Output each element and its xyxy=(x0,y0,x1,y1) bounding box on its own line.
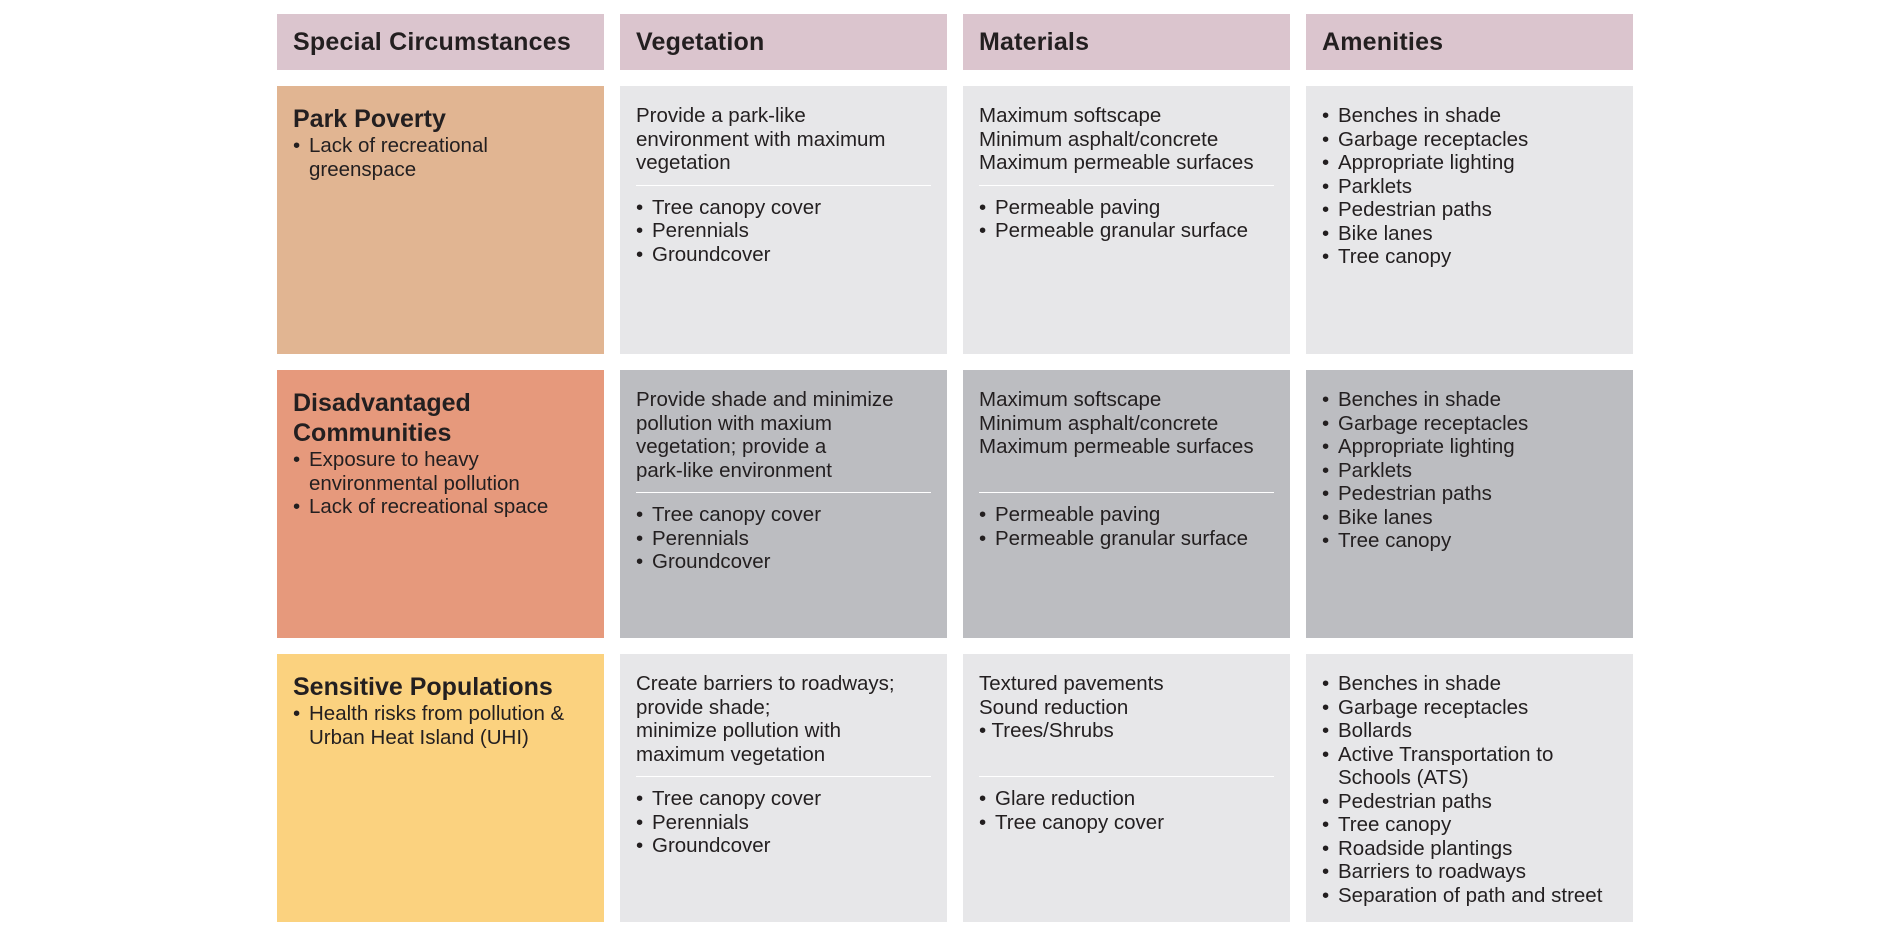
header-amenities: Amenities xyxy=(1306,14,1633,70)
materials-bullet: • Permeable granular surface xyxy=(979,527,1274,551)
vegetation-description xyxy=(636,388,931,482)
description-line: Provide shade and minimize pollution with maxium vegetation; provide a park-like environment xyxy=(636,388,894,482)
amenity-bullet: • Tree canopy xyxy=(1322,245,1617,269)
circumstance-bullets xyxy=(293,134,588,181)
amenity-bullet: • Tree canopy xyxy=(1322,529,1617,553)
circumstance-bullet: • Lack of recreational greenspace xyxy=(293,134,588,181)
amenities-cell-sensitive-populations xyxy=(1306,654,1633,922)
amenities-bullets xyxy=(1322,104,1617,269)
vegetation-bullet: • Perennials xyxy=(636,527,931,551)
description-line: Minimum asphalt/concrete xyxy=(979,411,1219,435)
circumstance-cell-sensitive-populations xyxy=(277,654,604,922)
circumstance-bullets xyxy=(293,448,588,519)
vegetation-description xyxy=(636,672,931,766)
amenity-bullet: • Appropriate lighting xyxy=(1322,151,1617,175)
matrix-row-sensitive-populations xyxy=(277,654,1633,922)
header-vegetation: Vegetation xyxy=(620,14,947,70)
materials-bullet: • Tree canopy cover xyxy=(979,811,1274,835)
description-line: Minimum asphalt/concrete xyxy=(979,127,1219,151)
amenity-bullet: • Benches in shade xyxy=(1322,388,1617,412)
vegetation-description xyxy=(636,104,931,175)
vegetation-bullet: • Groundcover xyxy=(636,243,931,267)
amenity-bullet: • Pedestrian paths xyxy=(1322,482,1617,506)
amenity-bullet: • Bike lanes xyxy=(1322,506,1617,530)
vegetation-cell-park-poverty xyxy=(620,86,947,354)
amenities-bullets xyxy=(1322,388,1617,553)
description-line: Textured pavements xyxy=(979,672,1164,695)
circumstance-cell-park-poverty xyxy=(277,86,604,354)
divider xyxy=(979,185,1274,186)
vegetation-bullet: • Groundcover xyxy=(636,834,931,858)
description-line: Provide a park-like environment with maximum vegetation xyxy=(636,104,886,174)
header-row xyxy=(277,14,1633,70)
divider xyxy=(636,492,931,493)
materials-bullet: • Permeable paving xyxy=(979,503,1274,527)
vegetation-cell-sensitive-populations xyxy=(620,654,947,922)
amenities-bullets xyxy=(1322,672,1617,907)
materials-description xyxy=(979,672,1274,766)
materials-cell-sensitive-populations xyxy=(963,654,1290,922)
amenity-bullet: • Garbage receptacles xyxy=(1322,696,1617,720)
circumstance-title: Sensitive Populations xyxy=(293,673,553,701)
amenity-bullet: • Separation of path and street xyxy=(1322,884,1617,908)
vegetation-bullet: • Perennials xyxy=(636,811,931,835)
vegetation-bullet: • Perennials xyxy=(636,219,931,243)
vegetation-bullet: • Tree canopy cover xyxy=(636,196,931,220)
circumstance-bullet: • Exposure to heavy environmental pollution xyxy=(293,448,588,495)
description-line: • Trees/Shrubs xyxy=(979,719,1114,742)
amenity-bullet: • Bollards xyxy=(1322,719,1617,743)
materials-bullets xyxy=(979,787,1274,834)
vegetation-bullet: • Groundcover xyxy=(636,550,931,574)
description-line: Create barriers to roadways; provide shade; minimize pollution with maximum vegetation xyxy=(636,672,895,766)
vegetation-bullet: • Tree canopy cover xyxy=(636,787,931,811)
circumstance-cell-disadvantaged-communities xyxy=(277,370,604,638)
amenity-bullet: • Parklets xyxy=(1322,459,1617,483)
amenity-bullet: • Benches in shade xyxy=(1322,104,1617,128)
circumstance-bullet: • Health risks from pollution & Urban Heat Island (UHI) xyxy=(293,702,588,749)
divider xyxy=(636,776,931,777)
design-matrix xyxy=(277,14,1633,922)
vegetation-cell-disadvantaged-communities xyxy=(620,370,947,638)
amenity-bullet: • Barriers to roadways xyxy=(1322,860,1617,884)
materials-bullets xyxy=(979,196,1274,243)
matrix-row-park-poverty xyxy=(277,86,1633,354)
description-line: Maximum softscape xyxy=(979,388,1162,411)
materials-cell-disadvantaged-communities xyxy=(963,370,1290,638)
description-line: Maximum softscape xyxy=(979,104,1162,127)
vegetation-bullet: • Tree canopy cover xyxy=(636,503,931,527)
amenity-bullet: • Appropriate lighting xyxy=(1322,435,1617,459)
divider xyxy=(979,492,1274,493)
amenity-bullet: • Tree canopy xyxy=(1322,813,1617,837)
amenity-bullet: • Parklets xyxy=(1322,175,1617,199)
vegetation-bullets xyxy=(636,196,931,267)
amenity-bullet: • Pedestrian paths xyxy=(1322,198,1617,222)
circumstance-bullets xyxy=(293,702,588,749)
description-line: Maximum permeable surfaces xyxy=(979,435,1254,458)
amenities-cell-disadvantaged-communities xyxy=(1306,370,1633,638)
vegetation-bullets xyxy=(636,503,931,574)
amenity-bullet: • Active Transportation to Schools (ATS) xyxy=(1322,743,1617,790)
divider xyxy=(636,185,931,186)
amenity-bullet: • Pedestrian paths xyxy=(1322,790,1617,814)
description-line: Maximum permeable surfaces xyxy=(979,151,1254,174)
materials-cell-park-poverty xyxy=(963,86,1290,354)
circumstance-bullet: • Lack of recreational space xyxy=(293,495,588,519)
amenities-cell-park-poverty xyxy=(1306,86,1633,354)
matrix-row-disadvantaged-communities xyxy=(277,370,1633,638)
circumstance-title: Disadvantaged Communities xyxy=(293,389,471,447)
header-materials: Materials xyxy=(963,14,1290,70)
amenity-bullet: • Roadside plantings xyxy=(1322,837,1617,861)
circumstance-title: Park Poverty xyxy=(293,105,446,133)
amenity-bullet: • Bike lanes xyxy=(1322,222,1617,246)
amenity-bullet: • Garbage receptacles xyxy=(1322,128,1617,152)
vegetation-bullets xyxy=(636,787,931,858)
materials-description xyxy=(979,104,1274,175)
amenity-bullet: • Garbage receptacles xyxy=(1322,412,1617,436)
materials-description xyxy=(979,388,1274,482)
materials-bullets xyxy=(979,503,1274,550)
header-special-circumstances: Special Circumstances xyxy=(277,14,604,70)
materials-bullet: • Permeable paving xyxy=(979,196,1274,220)
description-line: Sound reduction xyxy=(979,695,1129,719)
materials-bullet: • Glare reduction xyxy=(979,787,1274,811)
divider xyxy=(979,776,1274,777)
materials-bullet: • Permeable granular surface xyxy=(979,219,1274,243)
amenity-bullet: • Benches in shade xyxy=(1322,672,1617,696)
